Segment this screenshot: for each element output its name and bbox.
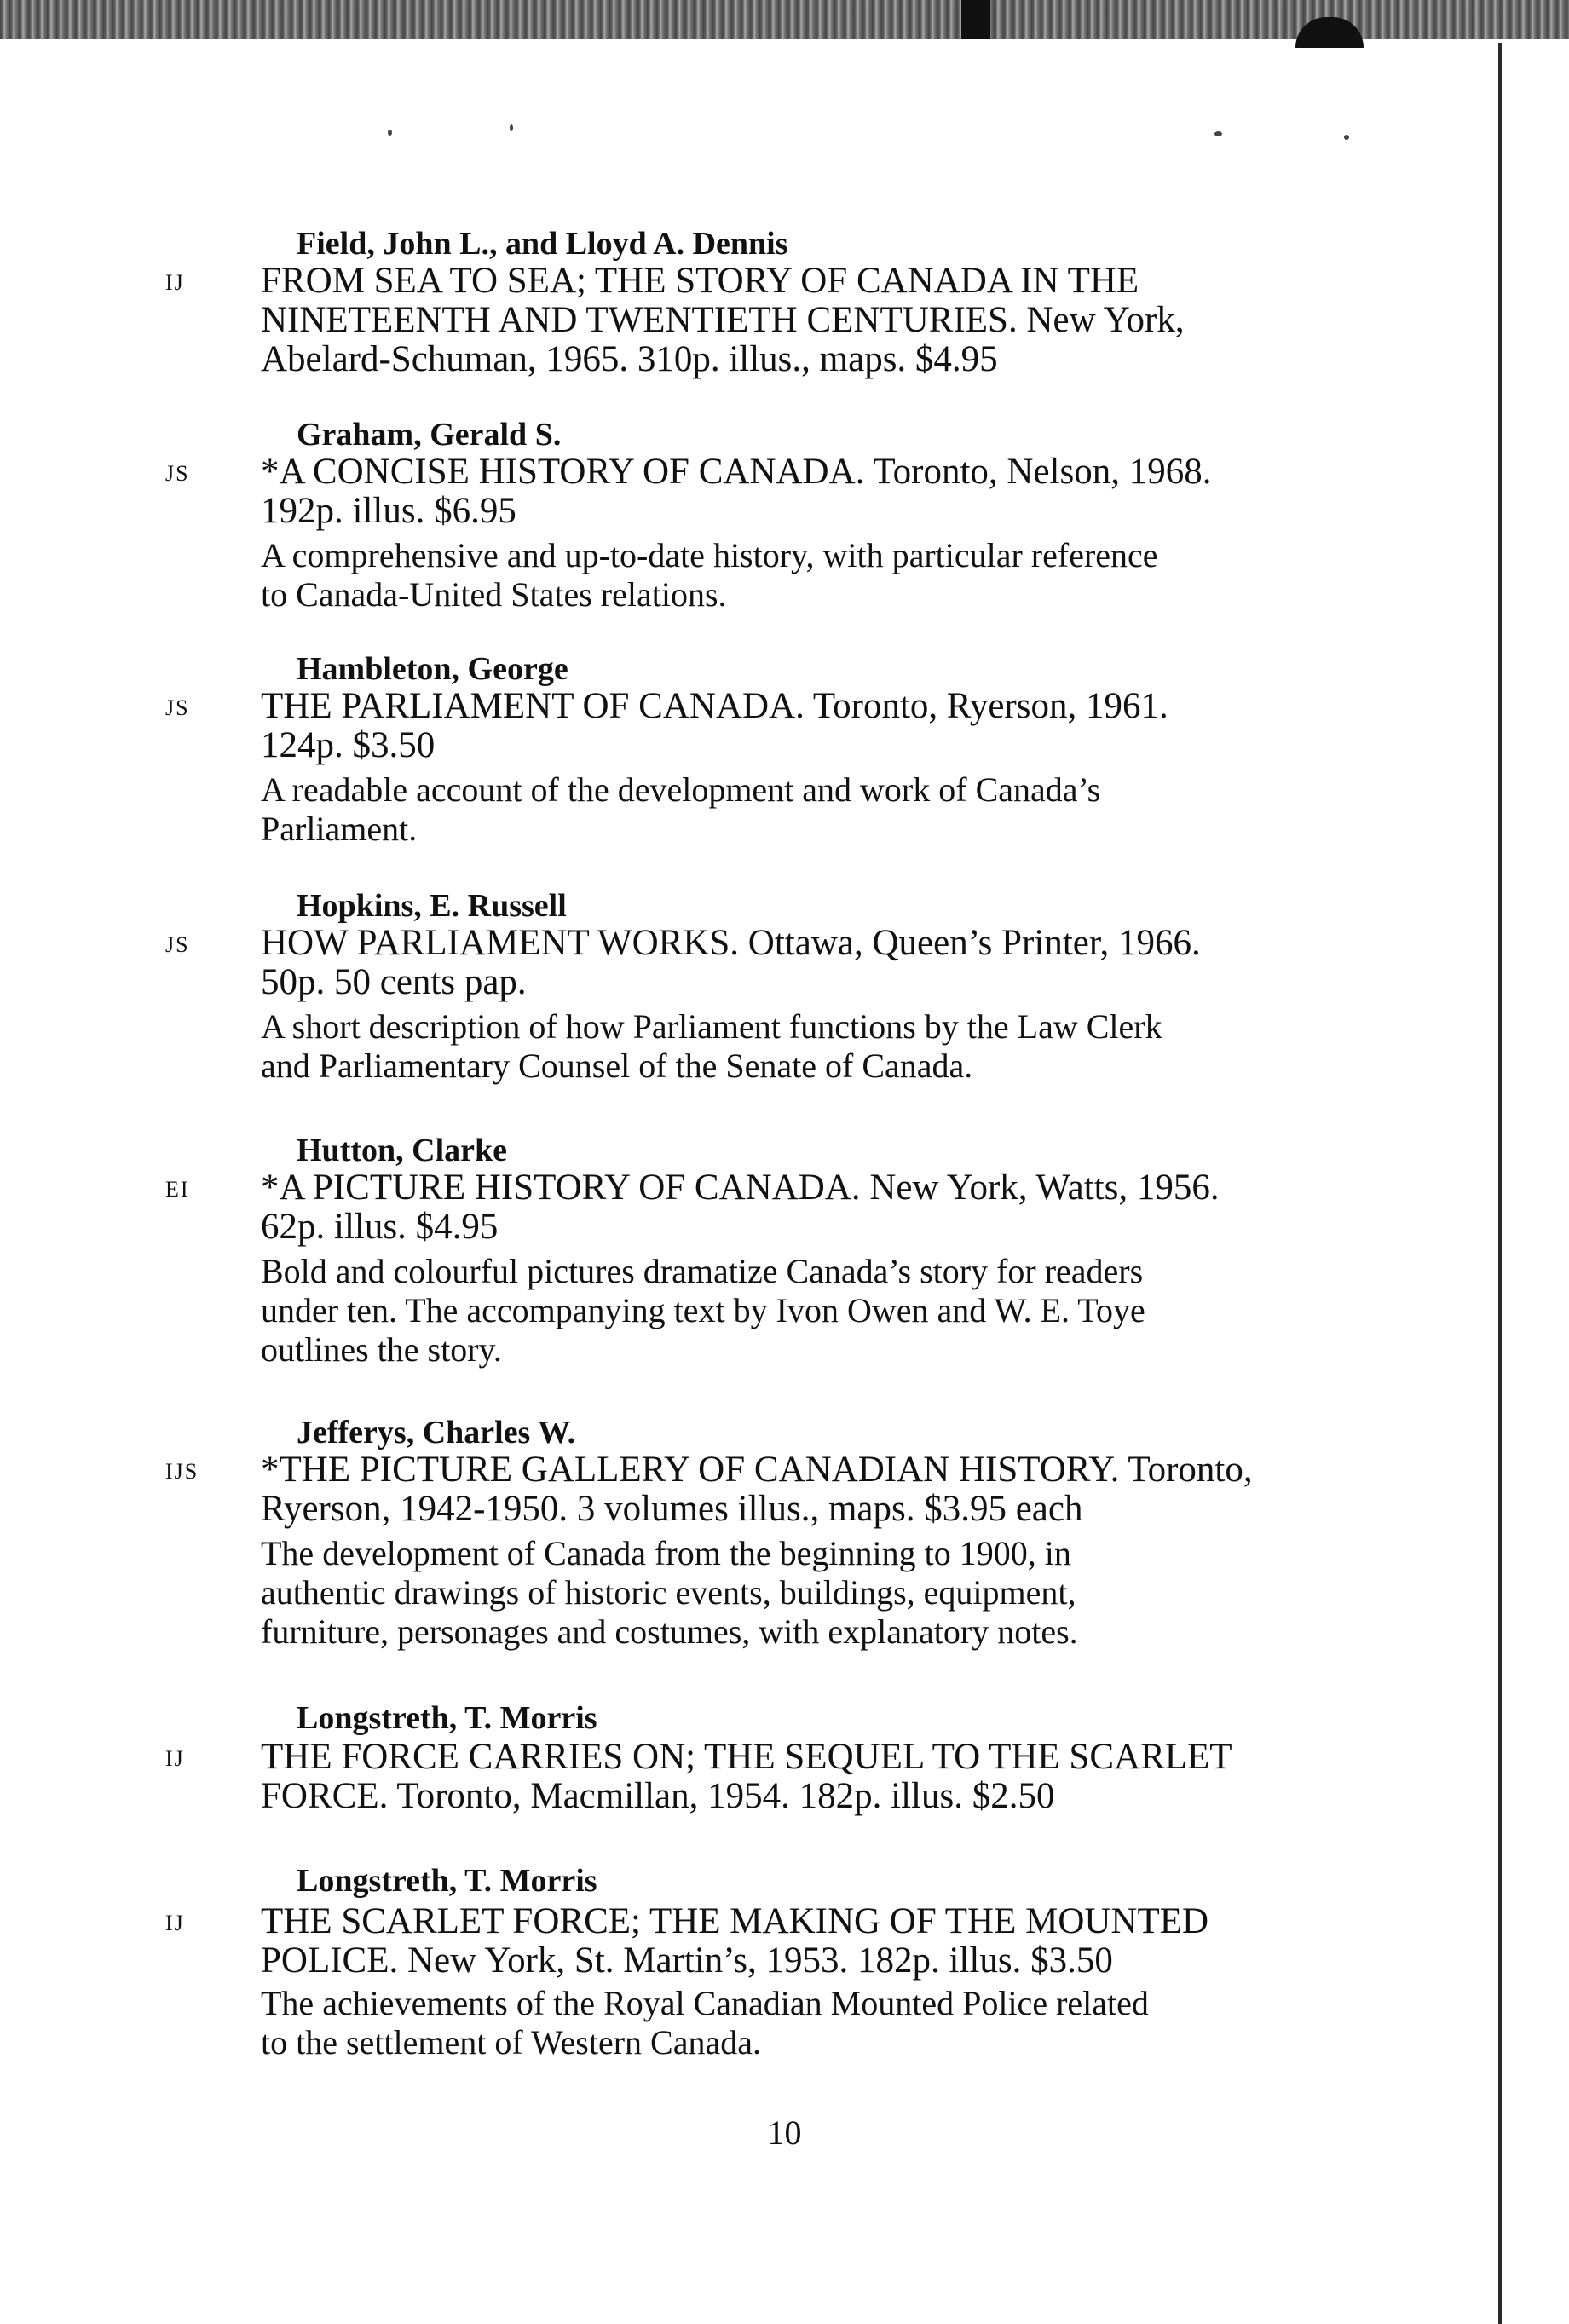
entry-annotation <box>261 1534 1360 1652</box>
citation-line: THE FORCE CARRIES ON; THE SEQUEL TO THE SCARLET <box>261 1737 1232 1777</box>
annotation-line: Parliament. <box>261 810 418 848</box>
entry-citation <box>261 453 1360 531</box>
citation-line: *THE PICTURE GALLERY OF CANADIAN HISTORY. Toronto, <box>261 1450 1253 1490</box>
entry-citation <box>261 1450 1360 1529</box>
entry-author: Graham, Gerald S. <box>297 417 562 453</box>
citation-line: 192p. illus. $6.95 <box>261 491 516 531</box>
entry-author: Jefferys, Charles W. <box>297 1415 576 1450</box>
entry-reading-level: EI <box>165 1177 190 1202</box>
citation-line: *A CONCISE HISTORY OF CANADA. Toronto, Nelson, 1968. <box>261 452 1212 492</box>
annotation-line: The achievements of the Royal Canadian Mounted Police related <box>261 1984 1149 2022</box>
entry-reading-level: IJ <box>165 270 185 295</box>
citation-line: FORCE. Toronto, Macmillan, 1954. 182p. illus. $2.50 <box>261 1776 1055 1816</box>
annotation-line: outlines the story. <box>261 1330 502 1369</box>
citation-line: FROM SEA TO SEA; THE STORY OF CANADA IN THE <box>261 261 1139 301</box>
page-number: 10 <box>767 2114 802 2152</box>
entry-reading-level: IJ <box>165 1746 185 1771</box>
annotation-line: authentic drawings of historic events, buildings, equipment, <box>261 1573 1076 1612</box>
citation-line: 50p. 50 cents pap. <box>261 962 527 1002</box>
entry-annotation <box>261 1984 1360 2062</box>
citation-line: Abelard-Schuman, 1965. 310p. illus., maps. $4.95 <box>261 339 998 379</box>
annotation-line: Bold and colourful pictures dramatize Canada’s story for readers <box>261 1252 1144 1290</box>
entry-annotation <box>261 536 1360 614</box>
citation-line: 124p. $3.50 <box>261 725 436 765</box>
citation-line: HOW PARLIAMENT WORKS. Ottawa, Queen’s Printer, 1966. <box>261 923 1201 963</box>
annotation-line: under ten. The accompanying text by Ivon Owen and W. E. Toye <box>261 1291 1145 1329</box>
annotation-line: to Canada-United States relations. <box>261 575 727 614</box>
citation-line: THE SCARLET FORCE; THE MAKING OF THE MOUNTED <box>261 1901 1209 1941</box>
entry-annotation <box>261 770 1360 849</box>
entry-annotation <box>261 1252 1360 1370</box>
annotation-line: to the settlement of Western Canada. <box>261 2023 761 2062</box>
entry-citation <box>261 687 1360 765</box>
entry-citation <box>261 1738 1360 1816</box>
citation-line: *A PICTURE HISTORY OF CANADA. New York, Watts, 1956. <box>261 1168 1220 1208</box>
entry-annotation <box>261 1007 1360 1086</box>
entry-author: Hopkins, E. Russell <box>297 888 567 924</box>
entry-reading-level: JS <box>165 461 190 486</box>
entry-author: Hutton, Clarke <box>297 1133 507 1168</box>
entry-reading-level: IJS <box>165 1459 199 1484</box>
entry-citation <box>261 1168 1360 1247</box>
annotation-line: A short description of how Parliament functions by the Law Clerk <box>261 1007 1162 1046</box>
entry-reading-level: JS <box>165 932 190 957</box>
entry-author: Longstreth, T. Morris <box>297 1700 597 1736</box>
entry-reading-level: JS <box>165 695 190 720</box>
citation-line: Ryerson, 1942-1950. 3 volumes illus., maps. $3.95 each <box>261 1489 1083 1529</box>
citation-line: POLICE. New York, St. Martin’s, 1953. 182p. illus. $3.50 <box>261 1941 1113 1981</box>
entry-author: Field, John L., and Lloyd A. Dennis <box>297 226 788 262</box>
entry-citation <box>261 262 1360 379</box>
entry-citation <box>261 1902 1360 1981</box>
entry-author: Hambleton, George <box>297 651 568 687</box>
entry-author: Longstreth, T. Morris <box>297 1863 597 1899</box>
citation-line: NINETEENTH AND TWENTIETH CENTURIES. New York, <box>261 300 1185 340</box>
annotation-line: furniture, personages and costumes, with explanatory notes. <box>261 1612 1078 1651</box>
entry-citation <box>261 924 1360 1002</box>
citation-line: THE PARLIAMENT OF CANADA. Toronto, Ryerson, 1961. <box>261 686 1168 726</box>
entry-reading-level: IJ <box>165 1911 185 1935</box>
annotation-line: and Parliamentary Counsel of the Senate of Canada. <box>261 1047 973 1085</box>
annotation-line: The development of Canada from the beginning to 1900, in <box>261 1534 1071 1572</box>
annotation-line: A readable account of the development and work of Canada’s <box>261 770 1101 809</box>
citation-line: 62p. illus. $4.95 <box>261 1207 499 1247</box>
annotation-line: A comprehensive and up-to-date history, with particular reference <box>261 536 1158 574</box>
